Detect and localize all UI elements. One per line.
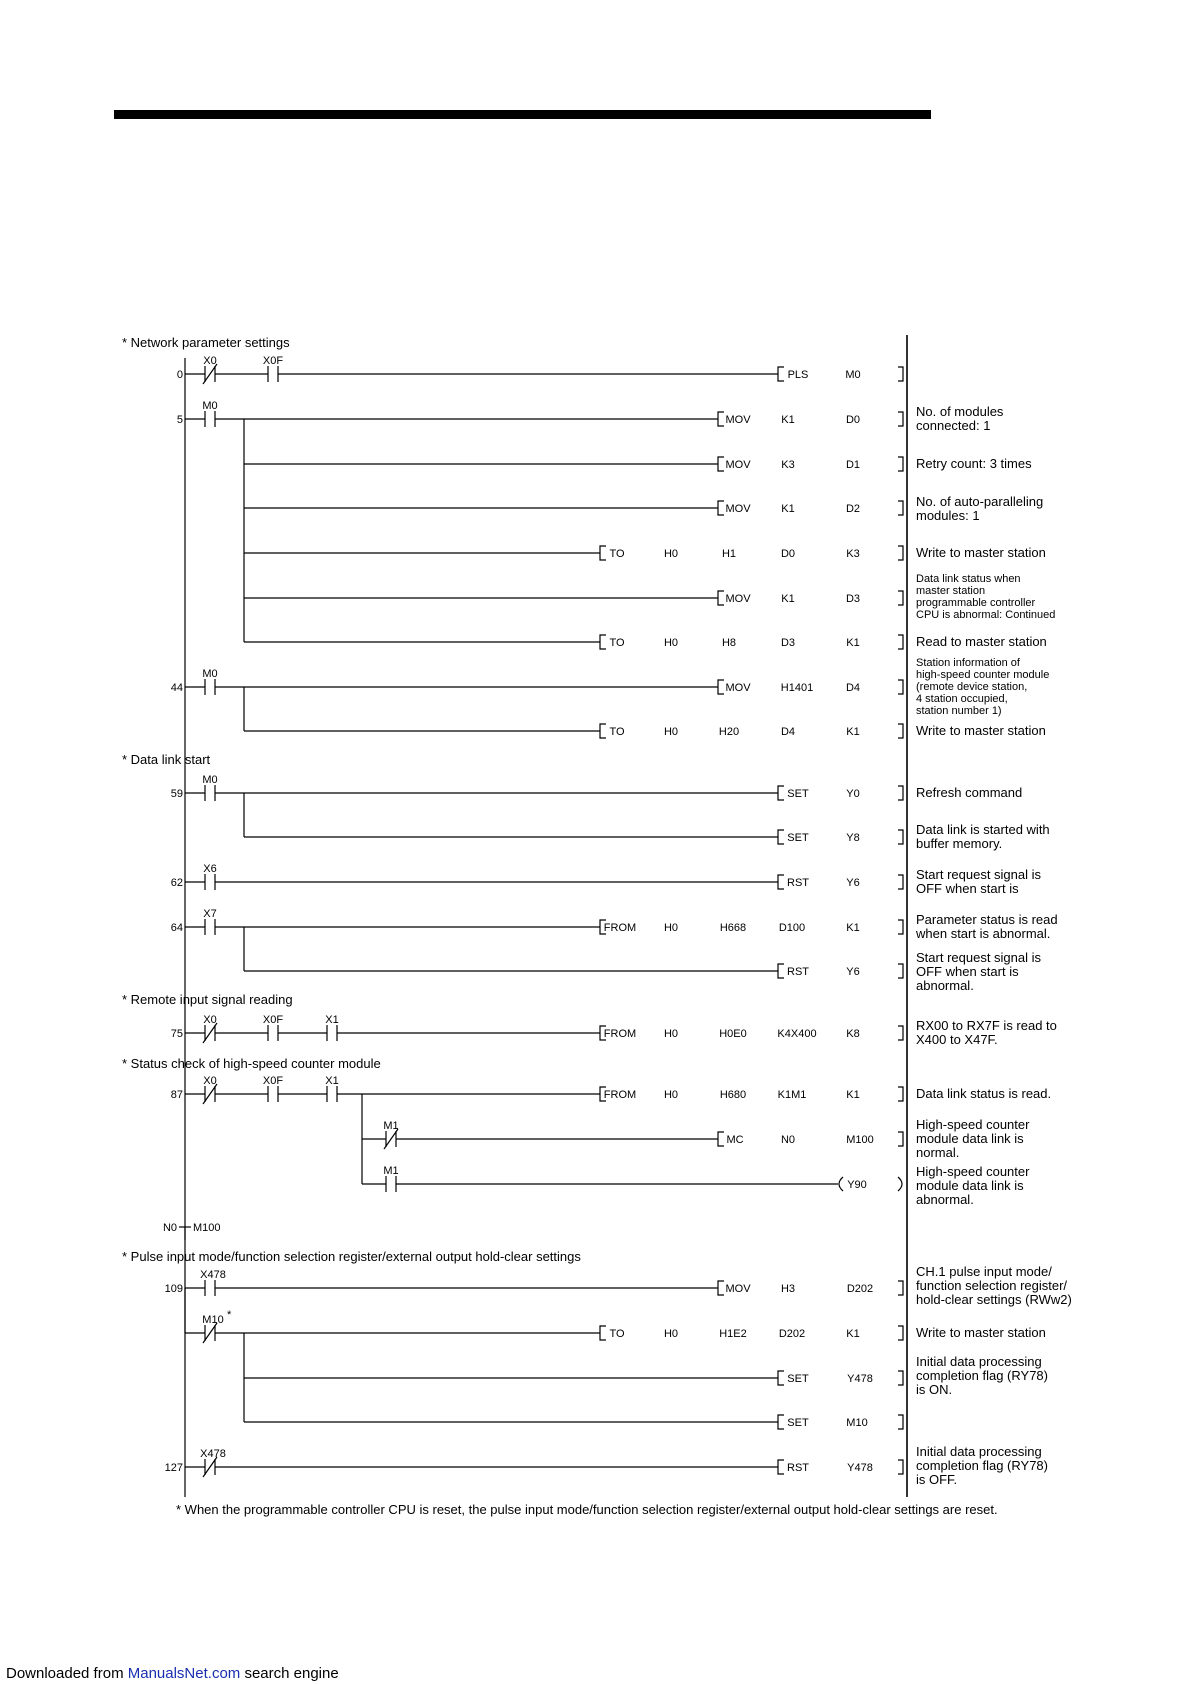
operand: H1E2 [719, 1328, 747, 1340]
instruction: FROM [603, 1089, 637, 1101]
comment: Refresh command [916, 785, 1023, 800]
instruction: TO [609, 1328, 625, 1340]
operand: H0 [663, 922, 679, 934]
operand: K3 [846, 548, 860, 560]
contact-label: X7 [203, 908, 217, 920]
operand: M100 [846, 1134, 874, 1146]
instruction: TO [609, 726, 625, 738]
contact-label: M1 [383, 1165, 399, 1177]
comment: Parameter status is read when start is abnormal. [916, 912, 1058, 941]
operand: M0 [845, 369, 861, 381]
operand: K4X400 [777, 1028, 817, 1040]
contact-label: X478 [200, 1269, 226, 1281]
comment: Initial data processing completion flag (RY78) is ON. [916, 1354, 1048, 1397]
operand: K1 [846, 637, 860, 649]
instruction: RST [787, 1462, 809, 1474]
instruction: SET [787, 1417, 809, 1429]
comment: Start request signal is OFF when start is [916, 867, 1042, 896]
operand: K1 [781, 593, 795, 605]
section-network-parameter: * Network parameter settings [122, 335, 290, 350]
note-marker: * [227, 1309, 232, 1321]
comment: Write to master station [916, 723, 1046, 738]
operand: H0 [663, 548, 679, 560]
reset-note: * When the programmable controller CPU is reset, the pulse input mode/function selection register/external output hold-clear settings are reset. [176, 1502, 998, 1517]
operand: D202 [778, 1328, 806, 1340]
manualsnet-link[interactable]: ManualsNet.com [127, 1665, 241, 1682]
section-remote-input: * Remote input signal reading [122, 992, 293, 1007]
footer-suffix: search engine [240, 1665, 339, 1682]
operand: D0 [845, 414, 861, 426]
step-number: 5 [176, 414, 183, 426]
operand: H0 [663, 726, 679, 738]
operand: Y0 [846, 788, 860, 800]
contact-label: X1 [325, 1075, 339, 1087]
operand: Y8 [846, 832, 860, 844]
instruction: SET [787, 788, 809, 800]
instruction: RST [787, 877, 809, 889]
section-status-check: * Status check of high-speed counter module [122, 1056, 381, 1071]
operand: H668 [719, 922, 747, 934]
operand: H1 [721, 548, 737, 560]
step-number: 62 [170, 877, 183, 889]
comment: Data link status when master station programmable controller CPU is abnormal: Continued [916, 573, 1056, 621]
instruction: SET [787, 832, 809, 844]
footer [6, 1665, 339, 1682]
operand: H0 [663, 1328, 679, 1340]
contact-label: X6 [203, 863, 217, 875]
instruction: PLS [787, 369, 809, 381]
instruction: RST [787, 966, 809, 978]
comment: No. of modules connected: 1 [916, 404, 1004, 433]
operand: D4 [780, 726, 796, 738]
operand: D100 [778, 922, 806, 934]
instruction: FROM [603, 922, 637, 934]
contact-label: X0F [262, 1014, 284, 1026]
step-number: 0 [176, 369, 183, 381]
operand: K1 [781, 503, 795, 515]
instruction: MOV [725, 682, 751, 694]
instruction: TO [609, 637, 625, 649]
instruction: FROM [603, 1028, 637, 1040]
instruction: MOV [725, 593, 751, 605]
instruction: TO [609, 548, 625, 560]
contact-label: X0 [203, 1014, 217, 1026]
operand: Y6 [846, 966, 860, 978]
section-data-link-start: * Data link start [122, 752, 211, 767]
operand: K1 [781, 414, 795, 426]
operand: K1 [846, 922, 860, 934]
operand: D3 [780, 637, 796, 649]
instruction: MOV [725, 1283, 751, 1295]
instruction: MOV [725, 459, 751, 471]
step-number: 127 [164, 1462, 183, 1474]
comment: Retry count: 3 times [916, 456, 1032, 471]
contact-label: M0 [202, 668, 218, 680]
footer-prefix: Downloaded from [6, 1665, 128, 1682]
comment: RX00 to RX7F is read to X400 to X47F. [916, 1018, 1057, 1047]
coil-label: Y90 [847, 1179, 867, 1191]
mc-nesting-label: N0 [162, 1222, 177, 1234]
operand: K1 [846, 1328, 860, 1340]
operand: H8 [721, 637, 737, 649]
operand: H680 [719, 1089, 747, 1101]
operand: Y478 [847, 1462, 873, 1474]
comment: Start request signal is OFF when start is abnormal. [916, 950, 1042, 993]
comment: High-speed counter module data link is abnormal. [916, 1164, 1030, 1207]
comment: Write to master station [916, 1325, 1046, 1340]
mc-contact-label: M100 [193, 1222, 221, 1234]
operand: D3 [845, 593, 861, 605]
comment: Data link is started with buffer memory. [916, 822, 1050, 851]
operand: H0E0 [719, 1028, 747, 1040]
instruction: MC [726, 1134, 744, 1146]
operand: D4 [845, 682, 861, 694]
operand: K3 [781, 459, 795, 471]
operand: K1 [846, 726, 860, 738]
contact-label: M1 [383, 1120, 399, 1132]
operand: Y6 [846, 877, 860, 889]
comment: Initial data processing completion flag (RY78) is OFF. [916, 1444, 1048, 1487]
contact-label: X0 [203, 355, 217, 367]
operand: H0 [663, 1028, 679, 1040]
operand: H20 [718, 726, 740, 738]
operand: K1M1 [777, 1089, 807, 1101]
contact-label: X478 [200, 1448, 226, 1460]
operand: K8 [846, 1028, 860, 1040]
operand: M10 [846, 1417, 868, 1429]
contact-label: M0 [202, 774, 218, 786]
operand: D202 [846, 1283, 874, 1295]
step-number: 59 [170, 788, 183, 800]
contact-label: M10 [202, 1314, 224, 1326]
instruction: MOV [725, 503, 751, 515]
step-number: 75 [170, 1028, 183, 1040]
contact-label: M0 [202, 400, 218, 412]
step-number: 44 [170, 682, 183, 694]
comment: Read to master station [916, 634, 1047, 649]
comment: High-speed counter module data link is normal. [916, 1117, 1030, 1160]
operand: H3 [780, 1283, 796, 1295]
step-number: 87 [170, 1089, 183, 1101]
comment: CH.1 pulse input mode/ function selection register/ hold-clear settings (RWw2) [916, 1264, 1072, 1307]
operand: N0 [780, 1134, 796, 1146]
operand: H0 [663, 637, 679, 649]
comment: Station information of high-speed counter module (remote device station, 4 station occupied, station number 1) [916, 657, 1050, 717]
operand: H1401 [780, 682, 814, 694]
instruction: SET [787, 1373, 809, 1385]
operand: Y478 [847, 1373, 873, 1385]
operand: D1 [845, 459, 861, 471]
instruction: MOV [725, 414, 751, 426]
operand: K1 [846, 1089, 860, 1101]
step-number: 64 [170, 922, 183, 934]
contact-label: X0 [203, 1075, 217, 1087]
contact-label: X0F [262, 355, 284, 367]
operand: H0 [663, 1089, 679, 1101]
comment: Write to master station [916, 545, 1046, 560]
comment: No. of auto-paralleling modules: 1 [916, 494, 1044, 523]
comment: Data link status is read. [916, 1086, 1052, 1101]
step-number: 109 [164, 1283, 183, 1295]
contact-label: X1 [325, 1014, 339, 1026]
contact-label: X0F [262, 1075, 284, 1087]
operand: D0 [780, 548, 796, 560]
operand: D2 [845, 503, 861, 515]
section-pulse-input-mode: * Pulse input mode/function selection register/external output hold-clear settings [122, 1249, 581, 1264]
